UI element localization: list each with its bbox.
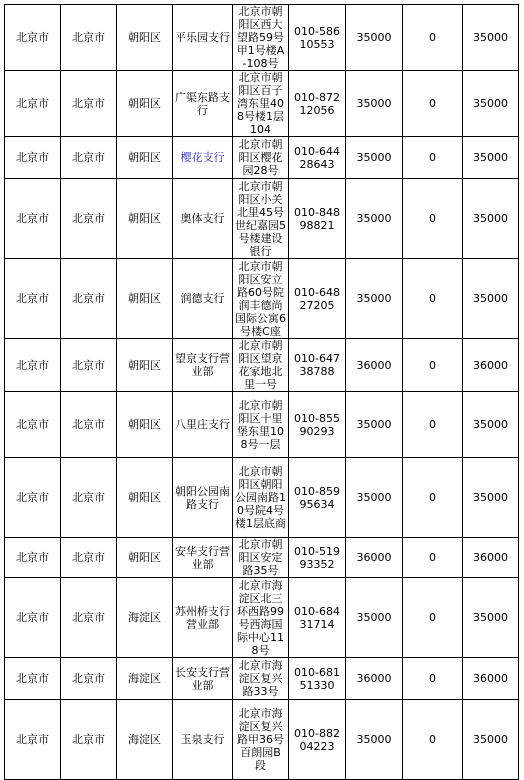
cell-district: 海淀区 bbox=[117, 700, 173, 780]
cell-amount-c: 35000 bbox=[463, 700, 519, 780]
table-row bbox=[5, 700, 519, 780]
cell-district: 朝阳区 bbox=[117, 392, 173, 458]
cell-province: 北京市 bbox=[5, 5, 61, 71]
cell-amount-b: 0 bbox=[403, 700, 463, 780]
cell-amount-c: 35000 bbox=[463, 458, 519, 538]
cell-phone: 010-68151330 bbox=[289, 658, 346, 700]
cell-amount-c: 35000 bbox=[463, 392, 519, 458]
cell-district: 朝阳区 bbox=[117, 538, 173, 578]
cell-phone: 010-88204223 bbox=[289, 700, 346, 780]
cell-address: 北京市海淀区复兴路33号 bbox=[233, 658, 289, 700]
cell-city: 北京市 bbox=[61, 259, 117, 339]
branch-table bbox=[4, 4, 519, 780]
cell-phone: 010-68431714 bbox=[289, 578, 346, 658]
cell-phone: 010-87212056 bbox=[289, 71, 346, 137]
cell-district: 朝阳区 bbox=[117, 71, 173, 137]
cell-province: 北京市 bbox=[5, 137, 61, 179]
cell-city: 北京市 bbox=[61, 71, 117, 137]
cell-amount-a: 35000 bbox=[346, 137, 403, 179]
cell-amount-c: 36000 bbox=[463, 538, 519, 578]
table-row bbox=[5, 339, 519, 392]
cell-amount-b: 0 bbox=[403, 392, 463, 458]
cell-address: 北京市朝阳区十里堡东里108号一层 bbox=[233, 392, 289, 458]
cell-city: 北京市 bbox=[61, 700, 117, 780]
cell-amount-a: 35000 bbox=[346, 458, 403, 538]
cell-district: 海淀区 bbox=[117, 578, 173, 658]
cell-district: 朝阳区 bbox=[117, 458, 173, 538]
table-row bbox=[5, 458, 519, 538]
cell-branch: 望京支行营业部 bbox=[173, 339, 233, 392]
cell-province: 北京市 bbox=[5, 339, 61, 392]
cell-address: 北京市朝阳区百子湾东里408号楼1层104 bbox=[233, 71, 289, 137]
cell-city: 北京市 bbox=[61, 5, 117, 71]
cell-branch: 广渠东路支行 bbox=[173, 71, 233, 137]
cell-city: 北京市 bbox=[61, 179, 117, 259]
cell-amount-c: 36000 bbox=[463, 339, 519, 392]
cell-city: 北京市 bbox=[61, 658, 117, 700]
cell-city: 北京市 bbox=[61, 392, 117, 458]
cell-branch: 润德支行 bbox=[173, 259, 233, 339]
cell-amount-a: 36000 bbox=[346, 339, 403, 392]
cell-phone: 010-64428643 bbox=[289, 137, 346, 179]
cell-province: 北京市 bbox=[5, 259, 61, 339]
cell-amount-c: 35000 bbox=[463, 71, 519, 137]
table-row bbox=[5, 71, 519, 137]
cell-amount-a: 35000 bbox=[346, 259, 403, 339]
cell-address: 北京市朝阳区望京花家地北里一号 bbox=[233, 339, 289, 392]
cell-city: 北京市 bbox=[61, 458, 117, 538]
cell-province: 北京市 bbox=[5, 179, 61, 259]
cell-address: 北京市海淀区复兴路甲36号百朗园B段 bbox=[233, 700, 289, 780]
cell-phone: 010-51993352 bbox=[289, 538, 346, 578]
cell-phone: 010-64827205 bbox=[289, 259, 346, 339]
cell-address: 北京市朝阳区安定路35号 bbox=[233, 538, 289, 578]
cell-amount-b: 0 bbox=[403, 137, 463, 179]
cell-phone: 010-58610553 bbox=[289, 5, 346, 71]
cell-amount-b: 0 bbox=[403, 538, 463, 578]
cell-amount-a: 36000 bbox=[346, 658, 403, 700]
cell-province: 北京市 bbox=[5, 538, 61, 578]
cell-branch: 玉泉支行 bbox=[173, 700, 233, 780]
table-row bbox=[5, 658, 519, 700]
cell-amount-b: 0 bbox=[403, 71, 463, 137]
cell-amount-c: 35000 bbox=[463, 578, 519, 658]
table-row bbox=[5, 392, 519, 458]
cell-amount-b: 0 bbox=[403, 578, 463, 658]
table-row bbox=[5, 179, 519, 259]
cell-province: 北京市 bbox=[5, 700, 61, 780]
cell-amount-c: 35000 bbox=[463, 137, 519, 179]
cell-district: 朝阳区 bbox=[117, 339, 173, 392]
cell-phone: 010-84898821 bbox=[289, 179, 346, 259]
cell-address: 北京市海淀区北三环西路99号西海国际中心118号 bbox=[233, 578, 289, 658]
cell-address: 北京市朝阳区安立路60号院润丰德尚国际公寓6号楼C座 bbox=[233, 259, 289, 339]
cell-city: 北京市 bbox=[61, 339, 117, 392]
cell-amount-c: 36000 bbox=[463, 658, 519, 700]
cell-amount-b: 0 bbox=[403, 458, 463, 538]
branch-table-container bbox=[4, 4, 519, 780]
table-row bbox=[5, 137, 519, 179]
cell-province: 北京市 bbox=[5, 658, 61, 700]
cell-phone: 010-85590293 bbox=[289, 392, 346, 458]
cell-address: 北京市朝阳区樱花园28号 bbox=[233, 137, 289, 179]
cell-amount-b: 0 bbox=[403, 658, 463, 700]
cell-amount-b: 0 bbox=[403, 179, 463, 259]
cell-branch: 长安支行营业部 bbox=[173, 658, 233, 700]
cell-amount-a: 35000 bbox=[346, 392, 403, 458]
cell-province: 北京市 bbox=[5, 392, 61, 458]
cell-district: 朝阳区 bbox=[117, 179, 173, 259]
cell-province: 北京市 bbox=[5, 458, 61, 538]
cell-branch: 苏州桥支行营业部 bbox=[173, 578, 233, 658]
cell-city: 北京市 bbox=[61, 578, 117, 658]
cell-district: 朝阳区 bbox=[117, 137, 173, 179]
cell-city: 北京市 bbox=[61, 137, 117, 179]
cell-amount-c: 35000 bbox=[463, 5, 519, 71]
cell-district: 朝阳区 bbox=[117, 259, 173, 339]
cell-address: 北京市朝阳区西大望路59号甲1号楼A-108号 bbox=[233, 5, 289, 71]
cell-branch[interactable]: 樱花支行 bbox=[173, 137, 233, 179]
cell-amount-b: 0 bbox=[403, 5, 463, 71]
cell-branch: 奥体支行 bbox=[173, 179, 233, 259]
table-row bbox=[5, 578, 519, 658]
cell-province: 北京市 bbox=[5, 578, 61, 658]
table-row bbox=[5, 259, 519, 339]
cell-phone: 010-85995634 bbox=[289, 458, 346, 538]
table-body bbox=[5, 5, 519, 780]
cell-amount-a: 35000 bbox=[346, 5, 403, 71]
cell-amount-a: 35000 bbox=[346, 700, 403, 780]
cell-amount-a: 35000 bbox=[346, 179, 403, 259]
cell-amount-a: 35000 bbox=[346, 71, 403, 137]
cell-city: 北京市 bbox=[61, 538, 117, 578]
cell-phone: 010-64738788 bbox=[289, 339, 346, 392]
cell-amount-c: 35000 bbox=[463, 259, 519, 339]
cell-amount-b: 0 bbox=[403, 259, 463, 339]
cell-amount-c: 35000 bbox=[463, 179, 519, 259]
cell-district: 朝阳区 bbox=[117, 5, 173, 71]
cell-address: 北京市朝阳区朝阳公园南路10号院4号楼1层底商 bbox=[233, 458, 289, 538]
cell-amount-b: 0 bbox=[403, 339, 463, 392]
cell-address: 北京市朝阳区小关北里45号世纪嘉园5号楼建设银行 bbox=[233, 179, 289, 259]
cell-branch: 朝阳公园南路支行 bbox=[173, 458, 233, 538]
cell-amount-a: 35000 bbox=[346, 578, 403, 658]
cell-branch: 安华支行营业部 bbox=[173, 538, 233, 578]
cell-district: 海淀区 bbox=[117, 658, 173, 700]
cell-amount-a: 36000 bbox=[346, 538, 403, 578]
cell-branch: 平乐园支行 bbox=[173, 5, 233, 71]
cell-branch: 八里庄支行 bbox=[173, 392, 233, 458]
cell-province: 北京市 bbox=[5, 71, 61, 137]
table-row bbox=[5, 538, 519, 578]
table-row bbox=[5, 5, 519, 71]
